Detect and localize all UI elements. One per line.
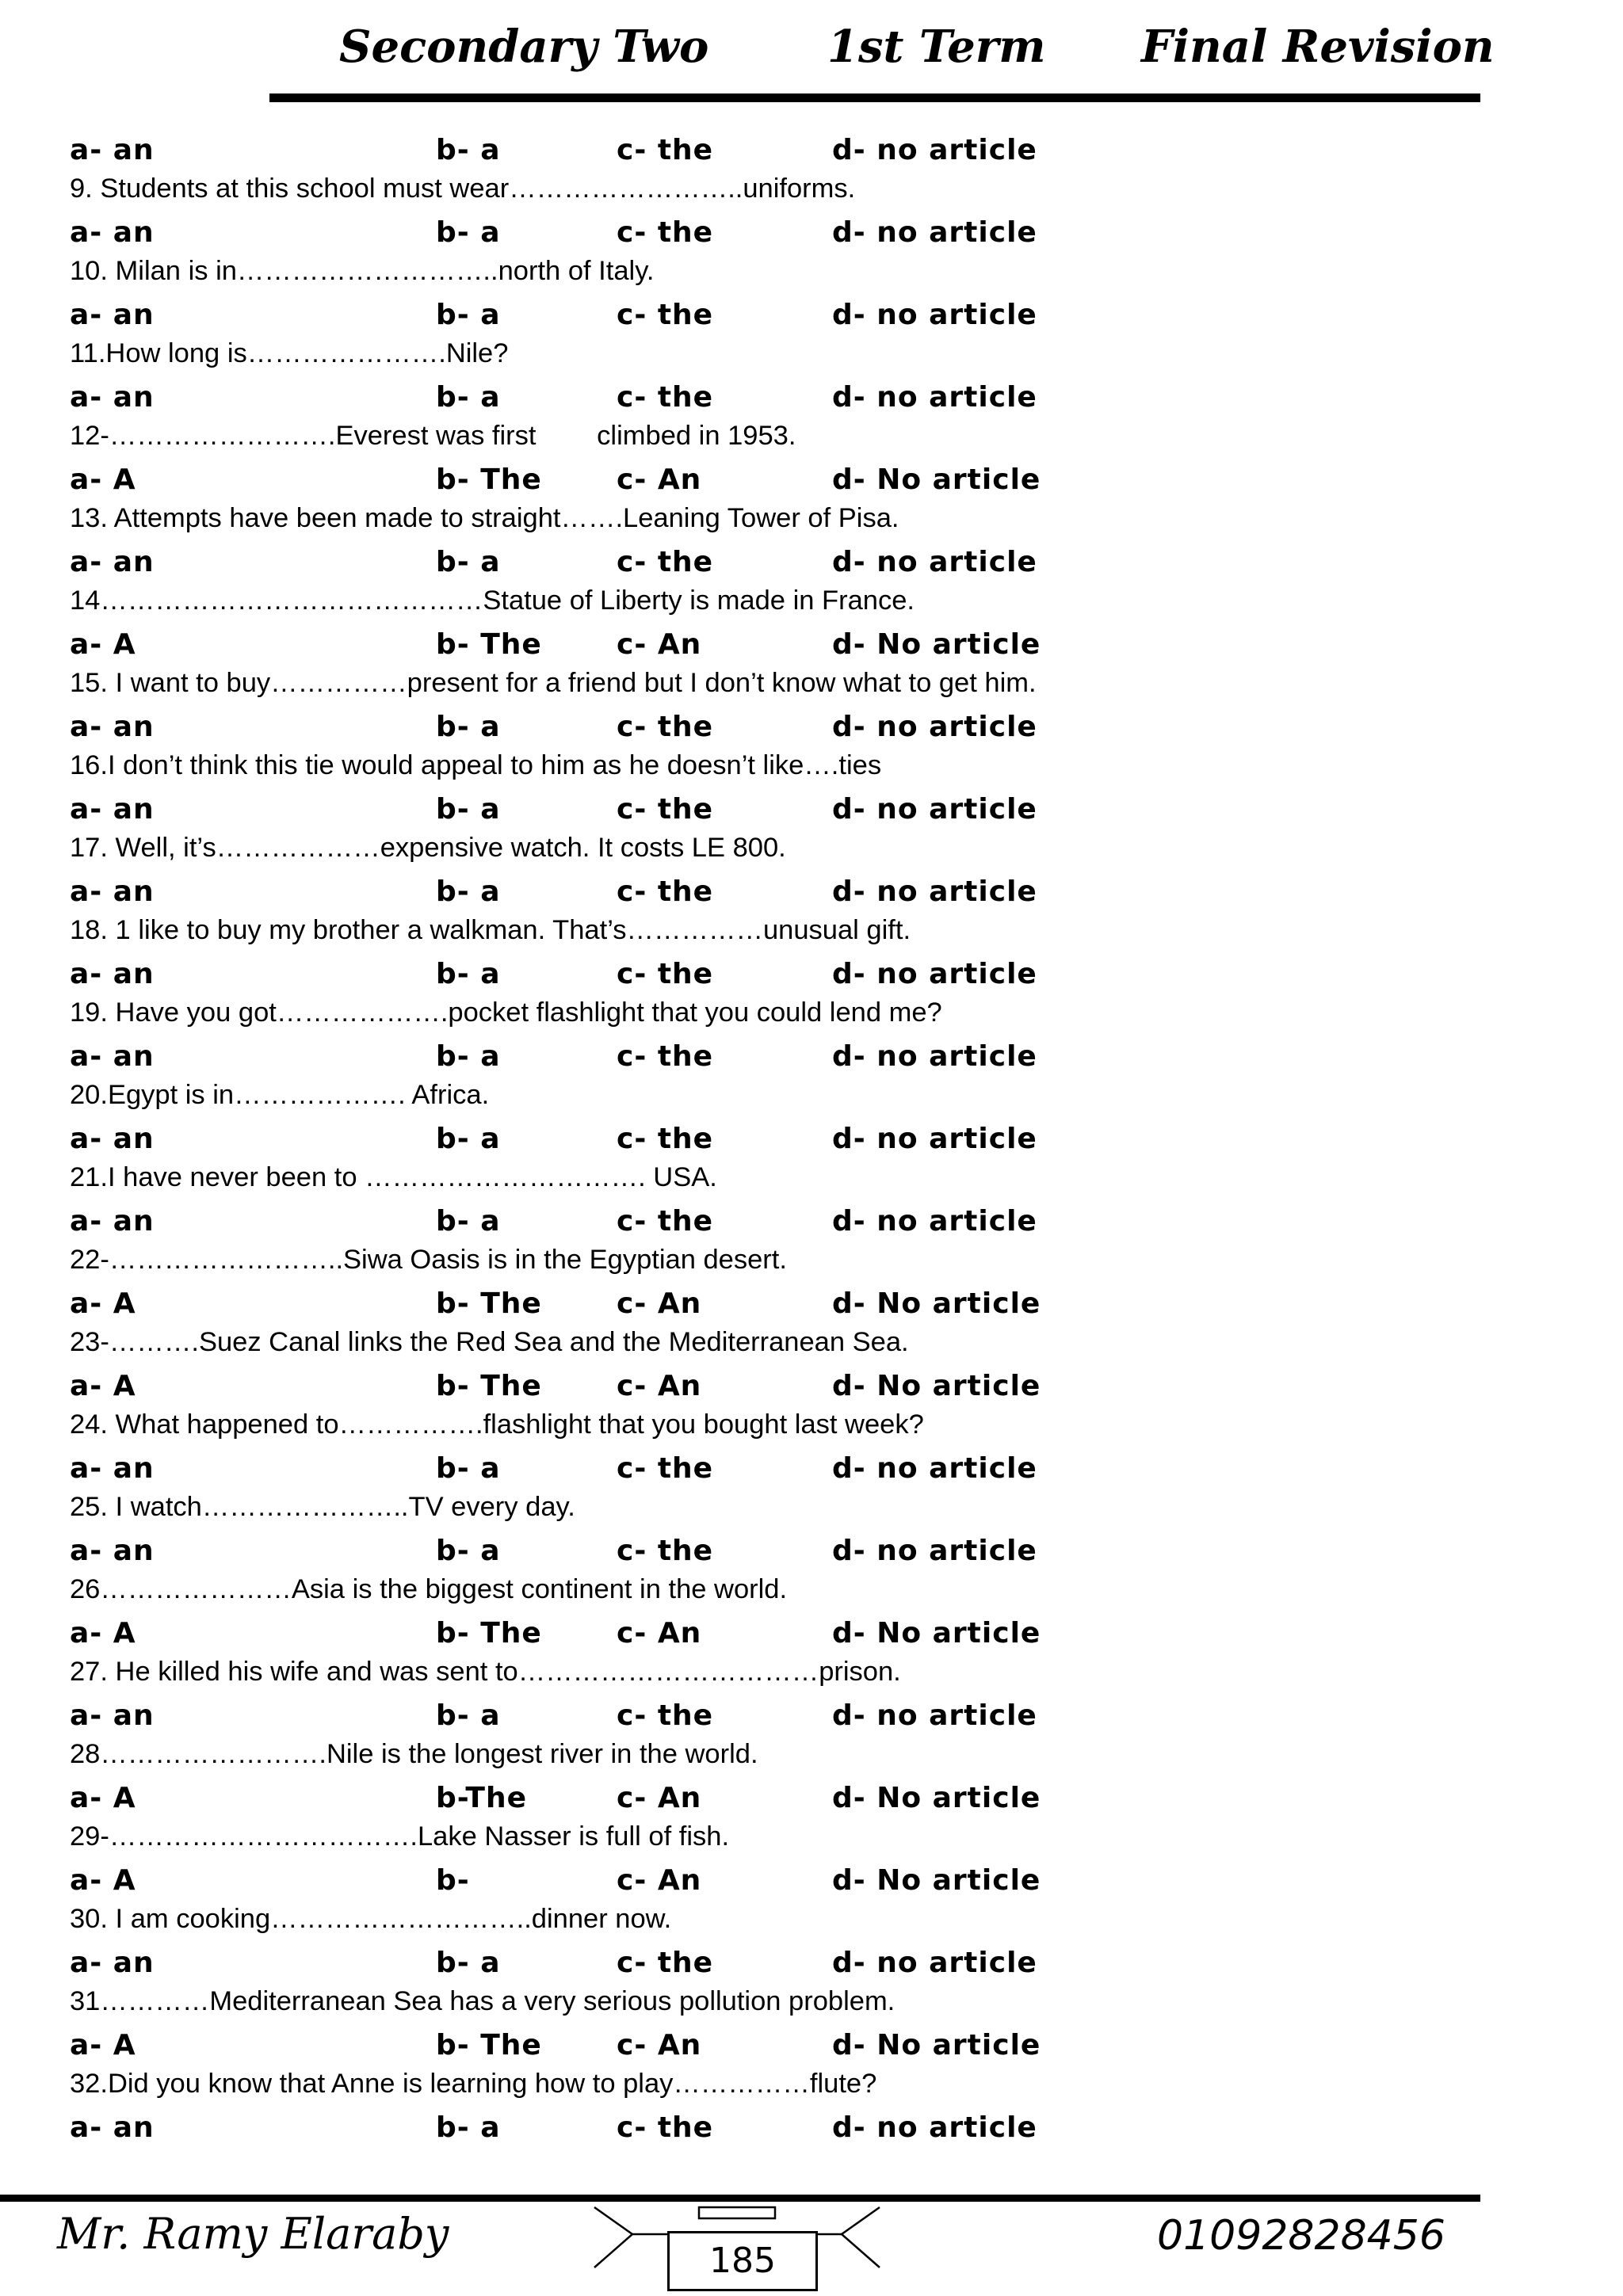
option-a: a- an (70, 958, 155, 990)
option-a: a- A (70, 1782, 136, 1814)
option-c: c- the (617, 1123, 714, 1155)
question-text: 27. He killed his wife and was sent to……………………………prison. (70, 1657, 901, 1687)
option-a: a- an (70, 1040, 155, 1073)
question-text: 10. Milan is in………………………..north of Italy. (70, 256, 655, 286)
question-text: 29-…………………………….Lake Nasser is full of fish. (70, 1821, 730, 1852)
option-c: c- An (617, 1864, 702, 1897)
option-b: b- a (436, 1123, 501, 1155)
section-title: Final Revision (1141, 21, 1495, 73)
question-text: 17. Well, it’s………………expensive watch. It costs LE 800. (70, 833, 786, 863)
answer-options (70, 1120, 1575, 1158)
answer-options (70, 132, 1575, 170)
answer-options (70, 1367, 1575, 1405)
option-b: b- a (436, 1699, 501, 1732)
option-a: a- A (70, 1370, 136, 1402)
teacher-name: Mr. Ramy Elaraby (57, 2209, 449, 2259)
option-c: c- the (617, 1452, 714, 1485)
option-d: d- No article (832, 463, 1041, 496)
answer-options (70, 1285, 1575, 1323)
question-text: 24. What happened to…………….flashlight that you bought last week? (70, 1409, 924, 1440)
option-b: b- a (436, 711, 501, 743)
option-a: a- an (70, 793, 155, 826)
option-d: d- no article (832, 958, 1037, 990)
option-d: d- no article (832, 2111, 1037, 2144)
option-b: b- a (436, 1452, 501, 1485)
question-text: 31…………Mediterranean Sea has a very serious pollution problem. (70, 1986, 896, 2016)
option-b: b- a (436, 546, 501, 578)
option-c: c- the (617, 875, 714, 908)
option-c: c- An (617, 1370, 702, 1402)
option-c: c- An (617, 1617, 702, 1650)
answer-options (70, 1862, 1575, 1900)
option-d: d- No article (832, 628, 1041, 661)
option-a: a- an (70, 711, 155, 743)
option-c: c- An (617, 1287, 702, 1320)
answer-options (70, 1615, 1575, 1653)
option-c: c- the (617, 1040, 714, 1073)
option-d: d- No article (832, 1864, 1041, 1897)
option-a: a- an (70, 381, 155, 414)
question-text: 25. I watch…………………..TV every day. (70, 1492, 575, 1522)
question-text: 14……………………………………Statue of Liberty is made in France. (70, 585, 915, 616)
option-d: d- no article (832, 546, 1037, 578)
question-text: 11.How long is………………….Nile? (70, 338, 509, 368)
option-c: c- An (617, 1782, 702, 1814)
question-text: 16.I don’t think this tie would appeal to him as he doesn’t like….ties (70, 750, 882, 780)
option-c: c- the (617, 299, 714, 331)
question-text: 30. I am cooking………………………..dinner now. (70, 1904, 672, 1934)
option-b: b- a (436, 1947, 501, 1979)
option-d: d- no article (832, 1535, 1037, 1567)
option-b: b- The (436, 2029, 542, 2061)
answer-options (70, 1944, 1575, 1982)
option-b: b- The (436, 1617, 542, 1650)
option-c: c- the (617, 1947, 714, 1979)
page-number: 185 (667, 2231, 818, 2291)
option-b: b- a (436, 875, 501, 908)
answer-options (70, 1532, 1575, 1570)
option-d: d- No article (832, 1370, 1041, 1402)
option-d: d- no article (832, 1699, 1037, 1732)
answer-options (70, 1779, 1575, 1817)
option-d: d- no article (832, 299, 1037, 331)
question-list (70, 132, 1575, 2147)
option-a: a- an (70, 546, 155, 578)
option-c: c- the (617, 381, 714, 414)
answer-options (70, 2027, 1575, 2065)
option-d: d- no article (832, 1947, 1037, 1979)
answer-options (70, 955, 1575, 994)
answer-options (70, 296, 1575, 334)
option-b: b- a (436, 381, 501, 414)
question-text: 19. Have you got……………….pocket flashlight that you could lend me? (70, 997, 942, 1028)
option-d: d- no article (832, 1452, 1037, 1485)
question-text: 26…………………Asia is the biggest continent in the world. (70, 1574, 788, 1604)
option-a: a- an (70, 1947, 155, 1979)
question-text: 13. Attempts have been made to straight…….Leaning Tower of Pisa. (70, 503, 899, 533)
option-b: b- a (436, 2111, 501, 2144)
option-c: c- the (617, 216, 714, 249)
option-a: a- an (70, 1699, 155, 1732)
option-c: c- the (617, 711, 714, 743)
option-b: b- a (436, 216, 501, 249)
answer-options (70, 2109, 1575, 2147)
answer-options (70, 379, 1575, 417)
option-c: c- the (617, 793, 714, 826)
option-a: a- an (70, 1123, 155, 1155)
answer-options (70, 626, 1575, 664)
page-header (0, 0, 1623, 111)
question-text: 32.Did you know that Anne is learning how to play……………flute? (70, 2069, 877, 2099)
option-a: a- an (70, 875, 155, 908)
option-a: a- A (70, 1617, 136, 1650)
option-a: a- A (70, 1287, 136, 1320)
option-c: c- the (617, 2111, 714, 2144)
question-text: 12-…………………….Everest was first climbed in 1953. (70, 421, 796, 451)
option-a: a- an (70, 299, 155, 331)
option-b: b- a (436, 299, 501, 331)
option-c: c- the (617, 134, 714, 166)
option-b: b- a (436, 134, 501, 166)
header-divider (269, 93, 1480, 102)
question-text: 28…………………….Nile is the longest river in the world. (70, 1739, 758, 1769)
answer-options (70, 1450, 1575, 1488)
answer-options (70, 461, 1575, 499)
option-b: b- The (436, 1370, 542, 1402)
option-a: a- A (70, 463, 136, 496)
option-b: b- a (436, 1040, 501, 1073)
option-d: d- no article (832, 381, 1037, 414)
phone-number: 01092828456 (1157, 2212, 1445, 2260)
option-c: c- the (617, 1535, 714, 1567)
option-a: a- A (70, 628, 136, 661)
page-footer (0, 2195, 1623, 2296)
option-d: d- No article (832, 1617, 1041, 1650)
option-a: a- an (70, 1535, 155, 1567)
option-a: a- A (70, 2029, 136, 2061)
answer-options (70, 873, 1575, 911)
option-c: c- the (617, 958, 714, 990)
question-text: 21.I have never been to …………………………. USA. (70, 1162, 717, 1192)
option-c: c- An (617, 463, 702, 496)
option-b: b-The (436, 1782, 528, 1814)
option-d: d- no article (832, 1123, 1037, 1155)
term-title: 1st Term (827, 21, 1046, 73)
answer-options (70, 791, 1575, 829)
option-c: c- the (617, 546, 714, 578)
question-text: 9. Students at this school must wear……………………..uniforms. (70, 174, 856, 204)
grade-title: Secondary Two (339, 21, 709, 73)
option-a: a- an (70, 1205, 155, 1238)
option-d: d- No article (832, 1287, 1041, 1320)
option-b: b- The (436, 463, 542, 496)
answer-options (70, 708, 1575, 746)
option-d: d- no article (832, 711, 1037, 743)
answer-options (70, 214, 1575, 252)
option-b: b- a (436, 958, 501, 990)
option-b: b- a (436, 1205, 501, 1238)
option-a: a- an (70, 134, 155, 166)
option-b: b- a (436, 793, 501, 826)
question-text: 23-……….Suez Canal links the Red Sea and the Mediterranean Sea. (70, 1327, 909, 1357)
question-text: 18. 1 like to buy my brother a walkman. That’s……………unusual gift. (70, 915, 911, 945)
option-d: d- no article (832, 875, 1037, 908)
option-c: c- the (617, 1205, 714, 1238)
question-text: 22-……………………..Siwa Oasis is in the Egyptian desert. (70, 1245, 787, 1275)
option-a: a- an (70, 2111, 155, 2144)
option-b: b- a (436, 1535, 501, 1567)
option-c: c- the (617, 1699, 714, 1732)
answer-options (70, 1038, 1575, 1076)
answer-options (70, 1697, 1575, 1735)
question-text: 15. I want to buy……………present for a friend but I don’t know what to get him. (70, 668, 1037, 698)
option-a: a- A (70, 1864, 136, 1897)
option-d: d- no article (832, 793, 1037, 826)
option-d: d- No article (832, 1782, 1041, 1814)
option-b: b- The (436, 628, 542, 661)
option-b: b- (436, 1864, 470, 1897)
answer-options (70, 543, 1575, 582)
option-d: d- no article (832, 216, 1037, 249)
option-a: a- an (70, 216, 155, 249)
option-c: c- An (617, 628, 702, 661)
option-d: d- no article (832, 1205, 1037, 1238)
option-a: a- an (70, 1452, 155, 1485)
question-text: 20.Egypt is in………………. Africa. (70, 1080, 490, 1110)
option-d: d- no article (832, 1040, 1037, 1073)
answer-options (70, 1203, 1575, 1241)
option-c: c- An (617, 2029, 702, 2061)
option-d: d- no article (832, 134, 1037, 166)
option-d: d- No article (832, 2029, 1041, 2061)
option-b: b- The (436, 1287, 542, 1320)
